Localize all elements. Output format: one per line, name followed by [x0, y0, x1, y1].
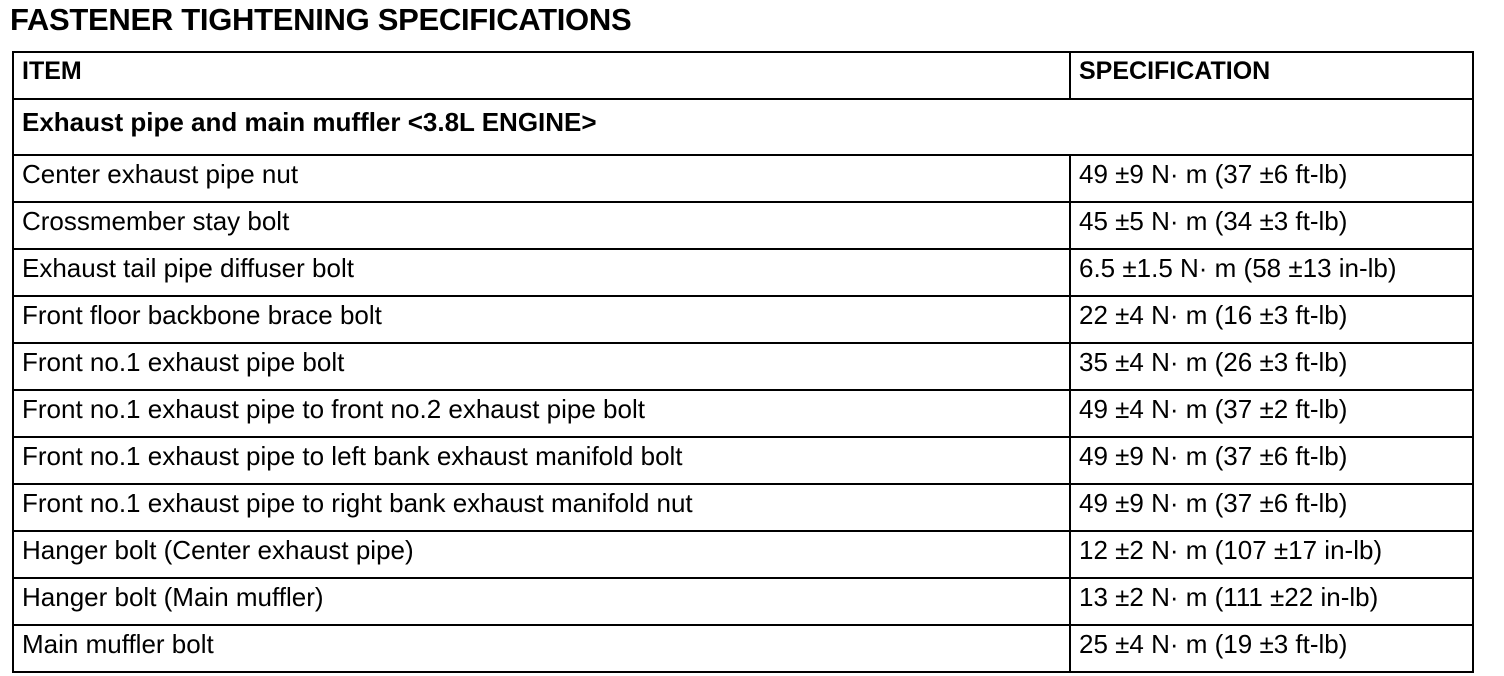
item-cell: Hanger bolt (Center exhaust pipe) — [13, 531, 1070, 578]
item-cell: Main muffler bolt — [13, 625, 1070, 672]
header-specification: SPECIFICATION — [1070, 52, 1473, 99]
section-row — [13, 99, 1473, 155]
spec-cell: 13 ±2 N· m (111 ±22 in-lb) — [1070, 578, 1473, 625]
item-cell: Front no.1 exhaust pipe to front no.2 exhaust pipe bolt — [13, 390, 1070, 437]
table-row — [13, 578, 1473, 625]
spec-cell: 45 ±5 N· m (34 ±3 ft-lb) — [1070, 202, 1473, 249]
table-row — [13, 484, 1473, 531]
item-cell: Center exhaust pipe nut — [13, 155, 1070, 202]
spec-cell: 12 ±2 N· m (107 ±17 in-lb) — [1070, 531, 1473, 578]
item-cell: Front no.1 exhaust pipe to left bank exhaust manifold bolt — [13, 437, 1070, 484]
table-row — [13, 625, 1473, 672]
item-cell: Front no.1 exhaust pipe bolt — [13, 343, 1070, 390]
spec-cell: 49 ±4 N· m (37 ±2 ft-lb) — [1070, 390, 1473, 437]
table-row — [13, 343, 1473, 390]
spec-cell: 22 ±4 N· m (16 ±3 ft-lb) — [1070, 296, 1473, 343]
spec-cell: 49 ±9 N· m (37 ±6 ft-lb) — [1070, 484, 1473, 531]
table-row — [13, 296, 1473, 343]
spec-table — [12, 51, 1474, 673]
table-row — [13, 437, 1473, 484]
header-item: ITEM — [13, 52, 1070, 99]
table-row — [13, 155, 1473, 202]
page-title: FASTENER TIGHTENING SPECIFICATIONS — [10, 2, 632, 37]
table-row — [13, 390, 1473, 437]
item-cell: Hanger bolt (Main muffler) — [13, 578, 1070, 625]
item-cell: Front no.1 exhaust pipe to right bank exhaust manifold nut — [13, 484, 1070, 531]
item-cell: Exhaust tail pipe diffuser bolt — [13, 249, 1070, 296]
table-row — [13, 202, 1473, 249]
item-cell: Front floor backbone brace bolt — [13, 296, 1070, 343]
section-title: Exhaust pipe and main muffler <3.8L ENGINE> — [13, 99, 1473, 155]
spec-cell: 35 ±4 N· m (26 ±3 ft-lb) — [1070, 343, 1473, 390]
table-row — [13, 249, 1473, 296]
item-cell: Crossmember stay bolt — [13, 202, 1070, 249]
spec-cell: 49 ±9 N· m (37 ±6 ft-lb) — [1070, 155, 1473, 202]
spec-cell: 6.5 ±1.5 N· m (58 ±13 in-lb) — [1070, 249, 1473, 296]
table-header-row — [13, 52, 1473, 99]
spec-cell: 25 ±4 N· m (19 ±3 ft-lb) — [1070, 625, 1473, 672]
spec-cell: 49 ±9 N· m (37 ±6 ft-lb) — [1070, 437, 1473, 484]
table-row — [13, 531, 1473, 578]
